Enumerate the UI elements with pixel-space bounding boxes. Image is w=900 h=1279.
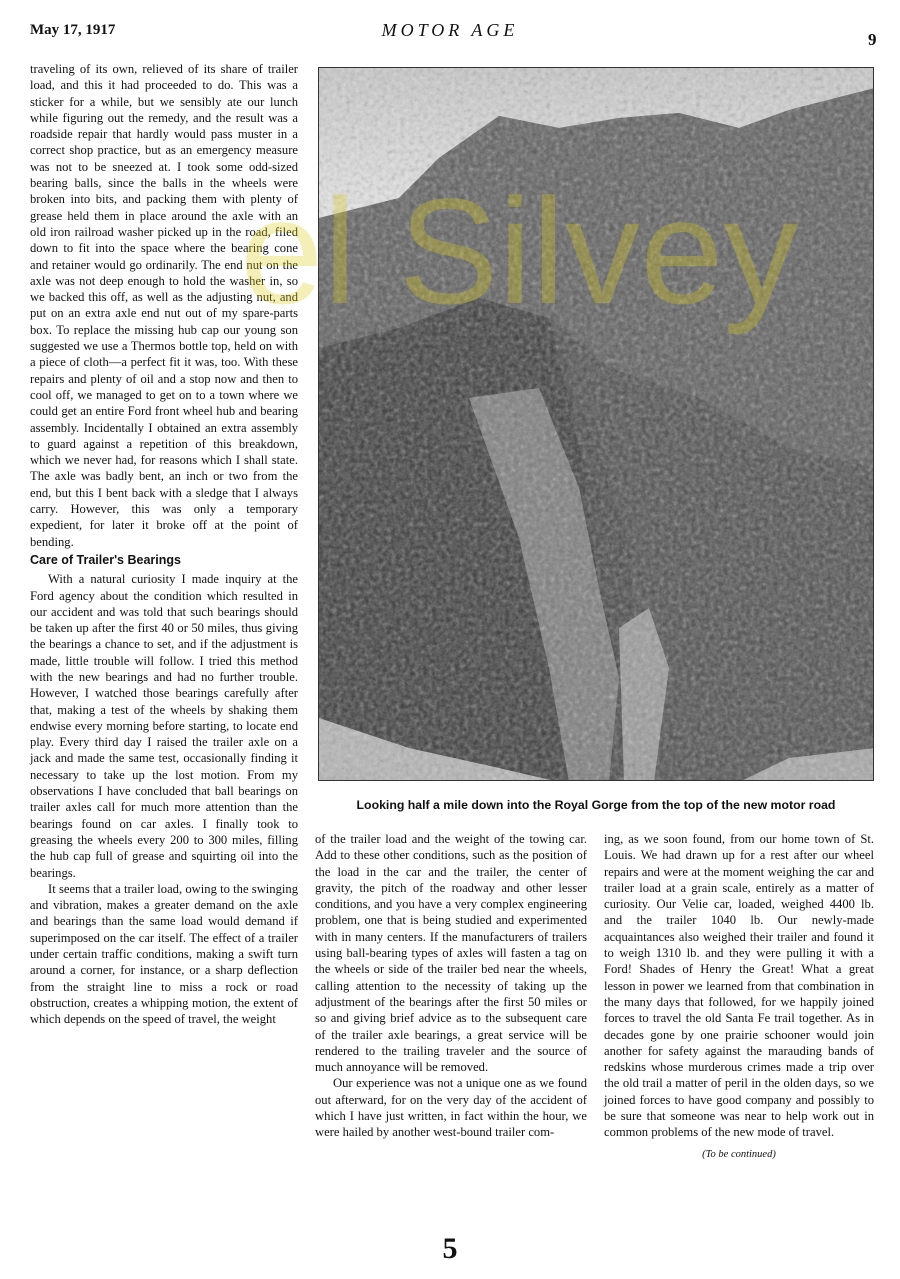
- watermark-text: el Silvey: [240, 167, 799, 335]
- paragraph: traveling of its own, relieved of its share of trailer load, and this it had proceeded to do. This was a sticker for a while, but we sensibly ate our lunch while figuring out the remedy, and the result was a roadside repair that hardly would pass muster in a correct shop practice, but as an emergency measure was not to be sneezed at. I took some odd-sized bearing balls, since the balls in the wheels were broken into bits, and packing them with plenty of grease held them in place around the axle with an old iron railroad washer picked up in the road, filed down to fit into the space where the bearing cone and retainer would go ordinarily. The end nut on the axle was not deep enough to hold the washer in, so we backed this off, as well as the adjusting nut, and put on an extra axle end nut out of my spare-parts box. To replace the missing hub cap our young son suggested we use a Thermos bottle top, held on with a piece of cloth—a perfect fit it was, too. With these repairs and plenty of oil and a stop now and then to cool off, we managed to get on to a town where we could get an entire Ford front wheel hub and bearing assembly. Incidentally I obtained an extra assembly to guard against a repetition of this breakdown, which we never had, for reasons which I shall state. The axle was badly bent, an inch or two from the end, but this I bent back with a sledge that I always carry. However, this was only a temporary expedient, for later it broke off at the point of bending.: [30, 62, 298, 549]
- photo-caption: Looking half a mile down into the Royal Gorge from the top of the new motor road: [356, 798, 836, 812]
- page-number: 9: [868, 30, 877, 49]
- royal-gorge-photo: [318, 67, 874, 781]
- issue-date: May 17, 1917: [30, 22, 116, 38]
- paragraph: With a natural curiosity I made inquiry at the Ford agency about the condition which resulted in our accident and was told that such bearings should be taken up after the first 40 or 50 miles, thus giving the bearings a chance to set, and if the adjustment is made, little trouble will follow. I tried this method with the new bearings and had no further trouble. However, I watched those bearings carefully after that, making a test of the wheels by shaking them endwise every morning before starting, to locate end play. Every third day I raised the trailer axle on a jack and made the same test, occasionally finding it necessary to take up the lost motion. From my observations I have concluded that ball bearings on trailer axles call for much more attention than the bearings found on car axles. I finally took to greasing the wheels every 200 to 300 miles, filling the hub cap full of grease and squirting oil into the bearings.: [30, 572, 298, 880]
- paragraph: It seems that a trailer load, owing to the swinging and vibration, makes a greater demand on the axle and bearings than the same load would demand if superimposed on the car itself. The effect of a trailer under certain traffic conditions, making a swift turn around a corner, for instance, or a sharp deflection from the straight line to miss a rock or road obstruction, creates a whipping motion, the extent of which depends on the speed of travel, the weight: [30, 881, 298, 1027]
- paragraph: of the trailer load and the weight of the towing car. Add to these other conditions, such as the position of the load in the car and the trailer, the center of gravity, the pitch of the roadway and other lesser conditions, and you have a very complex engineering problem, one that is being studied and experimented with in many centers. If the manufacturers of trailers using ball-bearing types of axles will fasten a tag on the wheels or side of the trailer bed near the wheels, calling attention to the necessity of taking up the adjustment of the bearings after the first 50 miles or so and giving brief advice as to the subsequent care of the trailer axle bearings, a great service will be rendered to the trailing traveler and the source of much annoyance will be removed.: [315, 832, 587, 1075]
- paragraph: Our experience was not a unique one as we found out afterward, for on the very day of the accident of which I have just written, in fact within the hour, we were hailed by another west-bound trailer com-: [315, 1076, 587, 1140]
- article-column-2: [315, 831, 587, 1141]
- continued-note: (To be continued): [702, 1148, 776, 1160]
- paragraph: ing, as we soon found, from our home town of St. Louis. We had drawn up for a rest after our wheel repairs and were at the moment weighing the car and trailer load at a grain scale, entirely as a matter of curiosity. Our Velie car, loaded, weighed 4400 lb. and the trailer 1040 lb. Our newly-made acquaintances also weighed their trailer and found it to weigh 1310 lb. and they were pulling it with a Ford! Shades of Henry the Great! What a great lesson in power we learned from that combination in the many days that followed, for we happily joined forces to travel the old Santa Fe trail together. As in decades gone by one prairie schooner would join another for safety against the marauding bands of redskins whose murderous crimes made a trip over the old trail a matter of peril in the olden days, so we joined forces to have good company and possibly to be sure that someone was near to help work out in common problems of the new mode of travel.: [604, 832, 874, 1140]
- article-column-1: [30, 61, 298, 1028]
- article-column-3: [604, 831, 874, 1163]
- section-subheading: Care of Trailer's Bearings: [30, 552, 181, 567]
- magazine-title: MOTOR AGE: [381, 20, 519, 40]
- folio-number: 5: [442, 1232, 458, 1265]
- gorge-photo-image: [319, 68, 874, 781]
